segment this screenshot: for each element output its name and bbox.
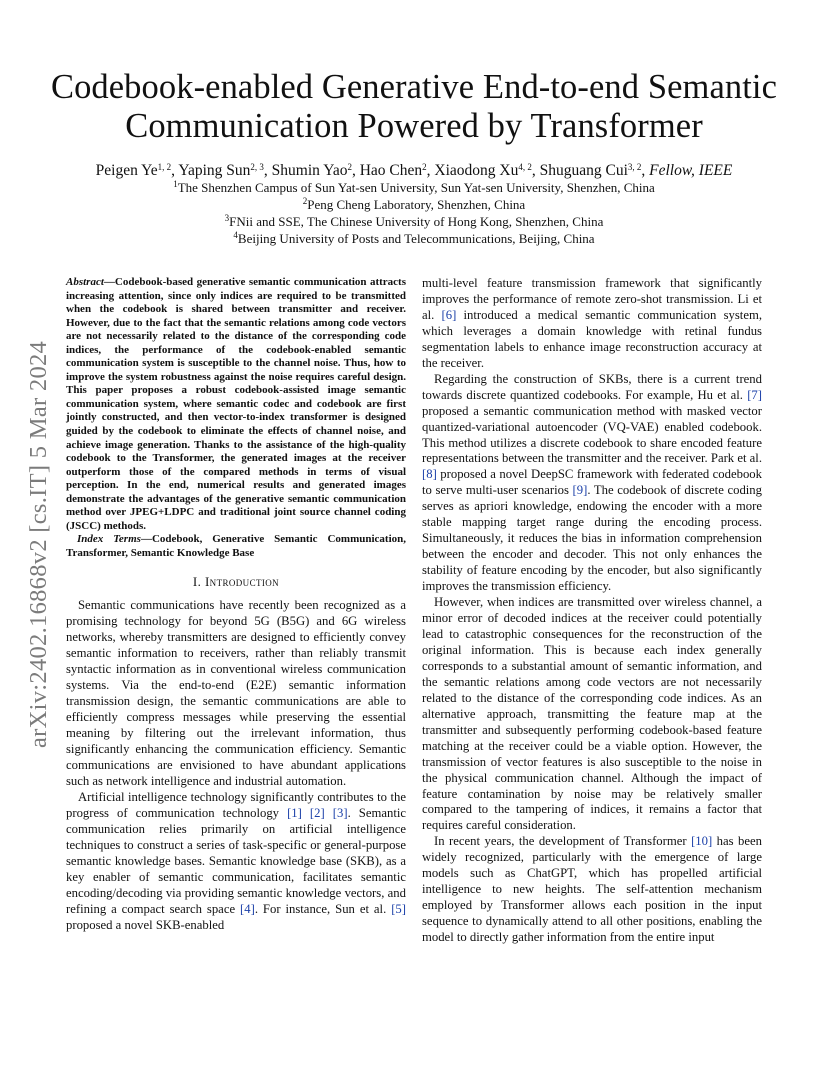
text-run: Regarding the construction of SKBs, there is a current trend towards discrete quantized codebooks. For example, Hu et al.: [422, 371, 762, 402]
affiliation-text: Peng Cheng Laboratory, Shenzhen, China: [307, 197, 526, 212]
text-run: has been widely recognized, particularly with the emergence of large models such as ChatGPT, which has propelled artificial intelligence to new heights. The self-attention mechanism employed by Transformer allows each position in the input sequence to dynamically attend to all other positions, enabling the model to directly gather information from the entire input: [422, 834, 762, 945]
arxiv-identifier: arXiv:2402.16868v2 [cs.IT] 5 Mar 2024: [25, 340, 52, 748]
affiliation-number: 3: [224, 213, 230, 223]
author-name: Shumin Yao: [271, 162, 348, 179]
citation-link[interactable]: [3]: [332, 805, 348, 820]
abstract-text: —Codebook-based generative semantic communication attracts increasing attention, since only indices are required to be transmitted when the codebook is shared between transmitter and receiver. However, due to the fact that the semantic relations among code vectors are not necessarily related to the distance of the corresponding code indices, the performance of the codebook-enabled semantic communication system is susceptible to the channel noise. Thus, how to improve the system robustness against the noise requires careful design. This paper proposes a robust codebook-assisted image semantic communication system, where semantic codec and codebook are first jointly constructed, and then vector-to-index transformer is designed guided by the codebook to eliminate the effects of channel noise, and achieve image generation. Thanks to the assistance of the high-quality codebook to the Transformer, the generated images at the receiver outperform those of the compared methods in terms of visual perception. In the end, numerical results and generated images demonstrate the advantages of the generative semantic communication method over JPEG+LDPC and traditional joint source channel coding (JSCC) methods.: [66, 276, 406, 532]
citation-link[interactable]: [2]: [309, 805, 325, 820]
citation-link[interactable]: [10]: [691, 834, 713, 849]
author-name: Peigen Ye: [95, 162, 158, 179]
affiliation-line: [40, 213, 788, 230]
author-affiliation-mark: 2: [347, 162, 352, 172]
author-name: Xiaodong Xu: [434, 162, 519, 179]
affiliation-line: [40, 196, 788, 213]
body-paragraph: [422, 595, 762, 834]
author-separator: ,: [351, 162, 360, 179]
fellow-label: Fellow, IEEE: [649, 162, 733, 179]
abstract-label: Abstract: [66, 276, 104, 288]
author-affiliation-mark: 1, 2: [157, 162, 172, 172]
text-run: Semantic communications have recently been recognized as a promising technology for beyond 5G (B5G) and 6G wireless networks, whereby transmitters are designed to efficiently convey semantic information to receivers, rather than reliably transmit syntactic information as in conventional wireless communication systems. Via the end-to-end (E2E) semantic information transmission design, the semantic communications are able to efficiently compress messages while preserving the essential meaning by filtering out the irrelevant information, thus significantly enhancing the communication efficiency. Semantic communications are envisioned to have abundant applications such as network intelligence and industrial automation.: [66, 598, 406, 788]
text-run: . Semantic communication relies primarily on artificial intelligence techniques to construct a series of task-specific or general-purpose semantic knowledge bases. Semantic knowledge base (SKB), as a key enabler of semantic communication, facilitates semantic encoding/decoding via providing semantic knowledge vectors, and refining a compact search space: [66, 805, 407, 916]
affiliation-text: FNii and SSE, The Chinese University of Hong Kong, Shenzhen, China: [229, 214, 604, 229]
index-terms: [66, 533, 406, 560]
author-affiliation-mark: 2, 3: [250, 162, 264, 172]
author-separator: ,: [641, 162, 650, 179]
title-line-2: Communication Powered by Transformer: [125, 107, 703, 145]
body-paragraph: [422, 372, 762, 595]
body-paragraph: [422, 834, 762, 946]
affiliation-number: 2: [302, 196, 308, 206]
body-paragraph: [66, 790, 406, 934]
author-name: Yaping Sun: [178, 162, 251, 179]
author-separator: ,: [171, 162, 179, 179]
citation-link[interactable]: [4]: [240, 901, 255, 916]
citation-link[interactable]: [5]: [391, 901, 406, 916]
text-run: In recent years, the development of Transformer: [434, 834, 692, 849]
affiliation-line: [40, 179, 788, 196]
affiliation-text: Beijing University of Posts and Telecommunications, Beijing, China: [237, 231, 595, 246]
text-run: [325, 806, 333, 820]
author-items: [96, 162, 650, 179]
author-separator: ,: [531, 162, 540, 179]
affiliation-number: 4: [233, 230, 238, 240]
text-run: introduced a medical semantic communication system, which leverages a domain knowledge with retinal fundus segmentation labels to enhance image reconstruction accuracy at the receiver.: [422, 307, 762, 370]
author-list: [40, 161, 788, 180]
body-paragraph: [422, 276, 762, 372]
affiliation-text: The Shenzhen Campus of Sun Yat-sen University, Sun Yat-sen University, Shenzhen, China: [177, 180, 655, 195]
author-separator: ,: [426, 162, 435, 179]
author-name: Hao Chen: [359, 162, 423, 179]
text-run: [302, 806, 310, 820]
right-body-text: [422, 276, 762, 946]
author-affiliation-mark: 4, 2: [518, 162, 532, 172]
citation-link[interactable]: [9]: [572, 483, 588, 498]
author-affiliation-mark: 3, 2: [627, 162, 642, 172]
citation-link[interactable]: [1]: [287, 805, 302, 820]
text-run: multi-level feature transmission framework that significantly improves the performance of remote zero-shot transmission. Li et al.: [422, 276, 762, 322]
index-terms-text: —Codebook, Generative Semantic Communication, Transformer, Semantic Knowledge Base: [66, 533, 407, 559]
index-terms-label: Index Terms: [77, 533, 141, 546]
author-separator: ,: [263, 162, 272, 179]
affiliation-line: [40, 230, 788, 247]
right-column: [422, 276, 762, 946]
section-number: I.: [192, 574, 205, 590]
text-run: Artificial intelligence technology significantly contributes to the progress of communication technology: [66, 789, 406, 820]
citation-link[interactable]: [8]: [422, 467, 437, 482]
left-body-text: [66, 598, 406, 933]
text-run: . The codebook of discrete coding serves as apriori knowledge, endowing the encoder with a more stable mapping target range during the encoding process. Simultaneously, it reduces the bias in information comprehension between the encoder and decoder. This not only enhances the stability of feature encoding by the encoder, but also significantly improves the transmission efficiency.: [422, 483, 762, 594]
affiliation-number: 1: [173, 179, 178, 189]
citation-link[interactable]: [6]: [441, 307, 457, 322]
paper-title: [40, 68, 788, 146]
body-paragraph: [66, 598, 406, 789]
text-run: proposed a semantic communication method with masked vector quantized-variational autoencoder (VQ-VAE) enabled codebook. This method utilizes a discrete codebook to share encoded feature representations between the transmitter and the receiver. Park et al.: [422, 403, 762, 466]
title-line-1: Codebook-enabled Generative End-to-end Semantic: [50, 68, 778, 106]
section-heading-introduction: [66, 574, 406, 590]
text-run: . For instance, Sun et al.: [254, 901, 392, 916]
left-column: [66, 276, 406, 934]
section-title: Introduction: [204, 574, 280, 590]
author-affiliation-mark: 2: [422, 162, 427, 172]
text-run: However, when indices are transmitted over wireless channel, a minor error of decoded indices at the receiver could potentially lead to catastrophic consequences for the reconstruction of the original information. This is because each index generally corresponds to a substantial amount of semantic information, and the semantic relations among code vectors are not necessarily related to the distance of the corresponding code indices. As an alternative approach, transmitting the feature map at the transmitter and subsequently performing codebook-based feature matching at the receiver could be a viable option. However, the transmission of vector features is also susceptible to the noise in the physical communication channel. Although the impact of feature contamination by noise may be relatively smaller compared to the tampering of indices, it remains a factor that requires careful consideration.: [422, 595, 762, 833]
abstract: [66, 276, 406, 533]
text-run: proposed a novel DeepSC framework with federated codebook to serve multi-user scenarios: [422, 467, 762, 498]
author-name: Shuguang Cui: [539, 162, 628, 179]
text-run: proposed a novel SKB-enabled: [66, 917, 225, 932]
citation-link[interactable]: [7]: [747, 387, 762, 402]
